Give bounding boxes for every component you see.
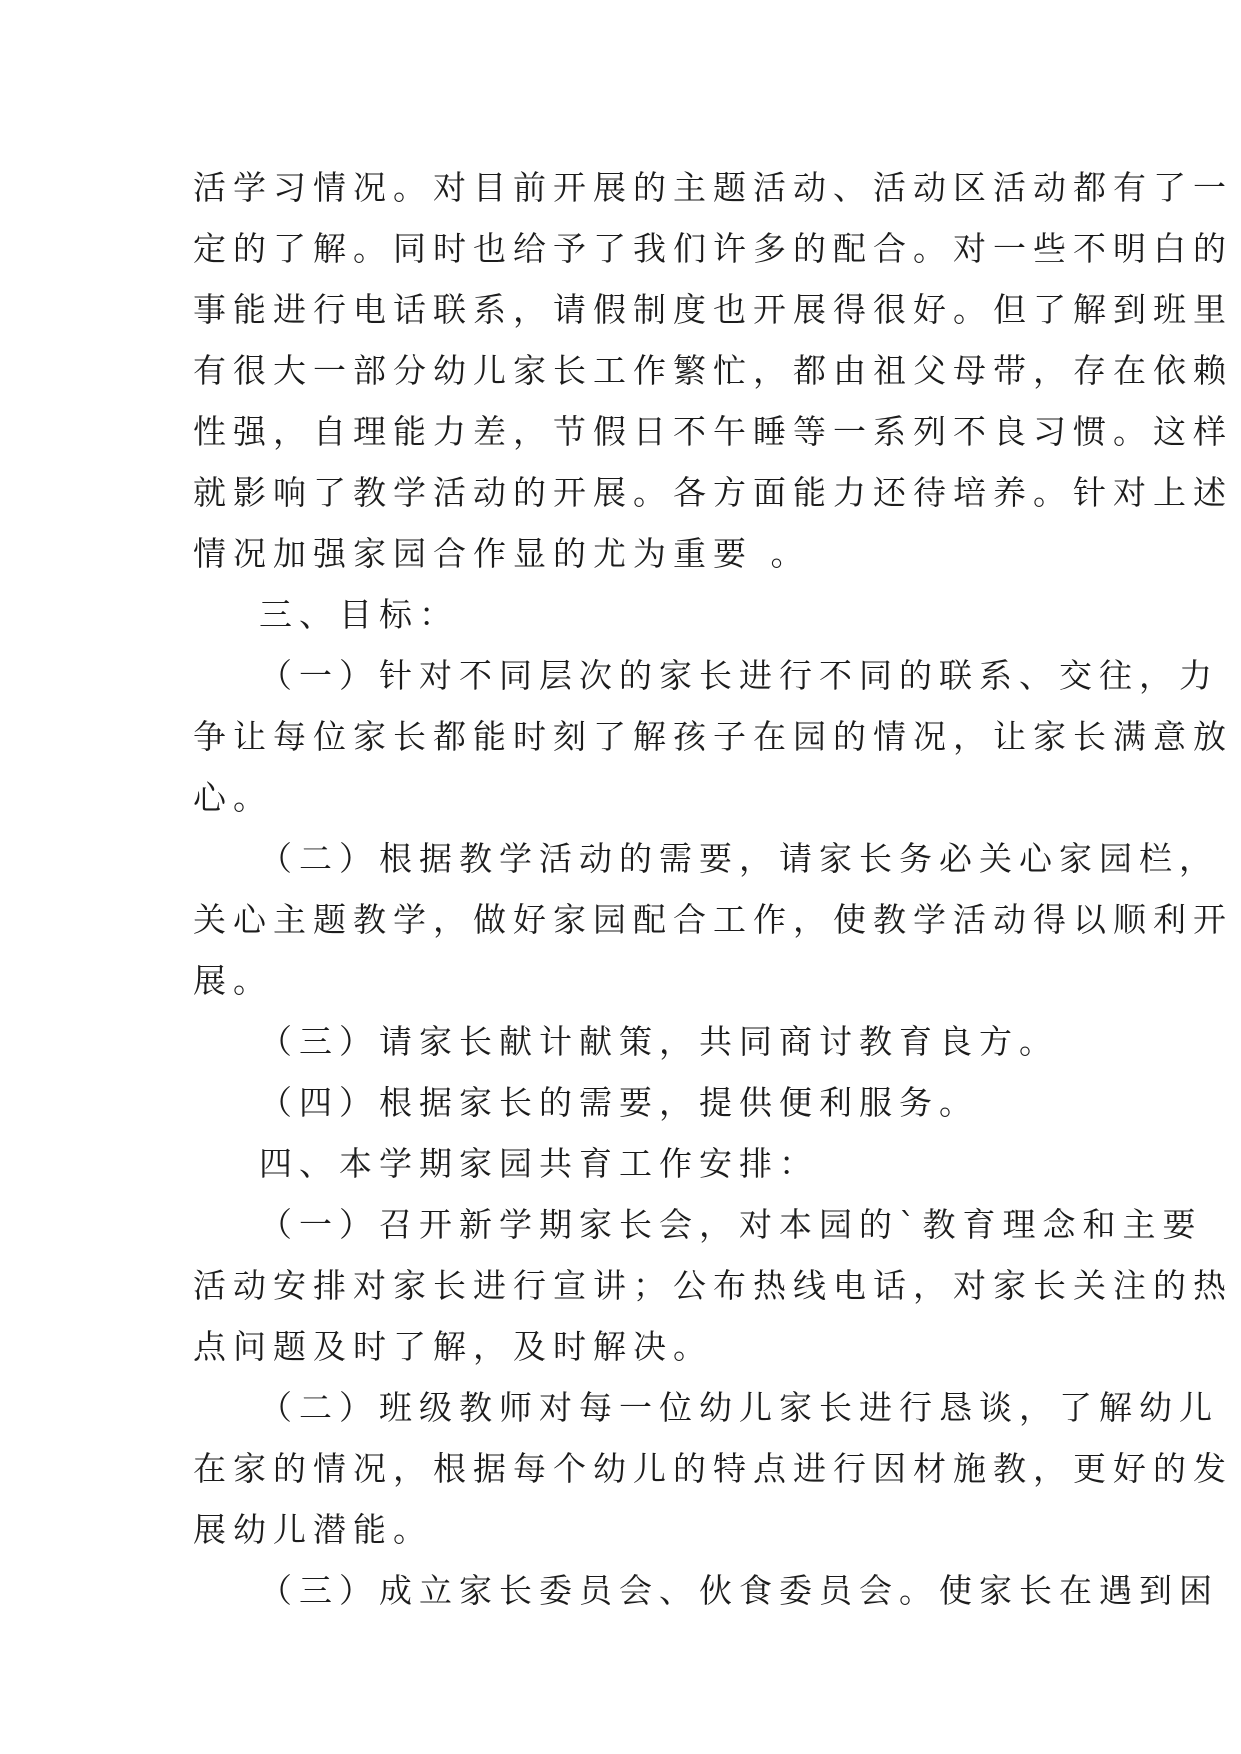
text-line: （四）根据家长的需要，提供便利服务。	[259, 1083, 979, 1122]
text-line: 定的了解。同时也给予了我们许多的配合。对一些不明白的	[193, 229, 1233, 268]
text-line: （三）成立家长委员会、伙食委员会。使家长在遇到困	[259, 1571, 1219, 1610]
text-line: （二）根据教学活动的需要，请家长务必关心家园栏，	[259, 839, 1219, 878]
text-line: （二）班级教师对每一位幼儿家长进行恳谈，了解幼儿	[259, 1388, 1219, 1427]
text-line: （三）请家长献计献策，共同商讨教育良方。	[259, 1022, 1059, 1061]
text-line: 心。	[193, 778, 273, 817]
text-line: 事能进行电话联系，请假制度也开展得很好。但了解到班里	[193, 290, 1233, 329]
text-line: 就影响了教学活动的开展。各方面能力还待培养。针对上述	[193, 473, 1233, 512]
section-heading: 四、本学期家园共育工作安排：	[259, 1144, 819, 1183]
text-line: 情况加强家园合作显的尤为重要 。	[193, 534, 811, 573]
text-line: （一）针对不同层次的家长进行不同的联系、交往，力	[259, 656, 1219, 695]
text-line: 有很大一部分幼儿家长工作繁忙，都由祖父母带，存在依赖	[193, 351, 1233, 390]
text-line: 活学习情况。对目前开展的主题活动、活动区活动都有了一	[193, 168, 1233, 207]
text-line: 关心主题教学，做好家园配合工作，使教学活动得以顺利开	[193, 900, 1233, 939]
text-line: 点问题及时了解，及时解决。	[193, 1327, 713, 1366]
section-heading: 三、目标：	[259, 595, 459, 634]
text-line: 在家的情况，根据每个幼儿的特点进行因材施教，更好的发	[193, 1449, 1233, 1488]
text-line: 性强，自理能力差，节假日不午睡等一系列不良习惯。这样	[193, 412, 1233, 451]
text-line: 活动安排对家长进行宣讲；公布热线电话，对家长关注的热	[193, 1266, 1233, 1305]
text-line: （一）召开新学期家长会，对本园的`教育理念和主要	[259, 1205, 1203, 1244]
text-line: 争让每位家长都能时刻了解孩子在园的情况，让家长满意放	[193, 717, 1233, 756]
body-text	[193, 157, 1233, 1621]
text-line: 展幼儿潜能。	[193, 1510, 433, 1549]
text-line: 展。	[193, 961, 273, 1000]
